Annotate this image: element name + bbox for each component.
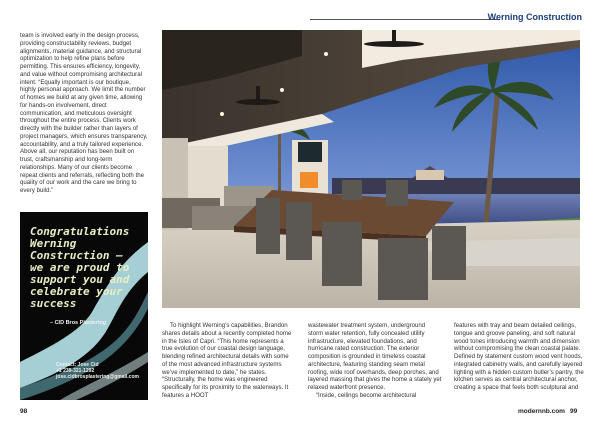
ad-contact-block <box>56 362 139 380</box>
page-number-left: 98 <box>20 408 28 415</box>
header-rule <box>310 19 500 20</box>
page-number-right: 99 <box>570 408 578 415</box>
ad-contact-name: Contact: Jose Cid <box>56 362 99 368</box>
cid-bros-ad <box>20 212 148 400</box>
article-paragraph: To highlight Werning’s capabilities, Brandon shares details about a recently completed home in the Isles of Capri. “This home represents a true evolution of our coastal design language, blending refined architectural details with some of the most advanced infrastructure systems we’ve implemented to date,” he states. “Structurally, the home was engineered specifically for its proximity to the waterways. It features a HOOT <box>162 322 292 399</box>
article-paragraph: team is involved early in the design process, providing constructability reviews, budget alignments, material guidance, and structural optimization to help refine plans before permitting. This ensures efficiency, longevity, and value without compromising architectural intent. “Equally important is our boutique, highly personal approach. We limit the number of homes we build at any given time, allowing for hands-on involvement, direct communication, and meticulous oversight throughout the entire process. Clients work directly with the builder rather than layers of project managers, which ensures transparency, accountability, and a truly tailored experience. Above all, our reputation has been built on trust, craftsmanship and long-term relationships. Many of our clients become repeat clients and referrals, reflecting both the quality of our work and the care we bring to every build.” <box>20 32 148 194</box>
article-column-4 <box>454 322 584 392</box>
article-column-3 <box>308 322 442 400</box>
ad-headline: Congratulations Werning Construction – we are proud to support you and celebrate your success <box>30 225 130 310</box>
ad-contact-email[interactable]: jose.cidbrosplastering@gmail.com <box>56 374 139 380</box>
lanai-photo <box>162 30 580 308</box>
article-paragraph: wastewater treatment system, underground storm water retention, fully concealed utility infrastructure, elevated foundations, and hurricane rated construction. The exterior composition is grounded in timeless coastal architecture, featuring standing seam metal roofing, wide roof overhands, deep porches, and layered massing that gives the home a stately yet relaxed waterfront presence. <box>308 322 442 391</box>
site-url[interactable]: modernnb.com <box>518 408 565 415</box>
ad-byline: – CID Bros Plastering <box>50 320 107 326</box>
article-column-left <box>20 32 148 195</box>
article-paragraph: features with tray and beam detailed ceilings, tongue and groove paneling, and soft natural wood tones introducing warmth and dimension without compromising the clean coastal palate. Defined by statement custom wood vent hoods, integrated cabinetry walls, and carefully layered lighting with a hidden custom butler’s pantry, the kitchen serves as central architectural anchor, creating a space that feels both sculptural and <box>454 322 584 391</box>
section-title: Werning Construction <box>487 12 582 22</box>
ad-contact-phone: +1 239-321-1292 <box>56 368 95 374</box>
article-paragraph: “Inside, ceilings become architectural <box>316 391 417 399</box>
article-column-2 <box>162 322 294 400</box>
